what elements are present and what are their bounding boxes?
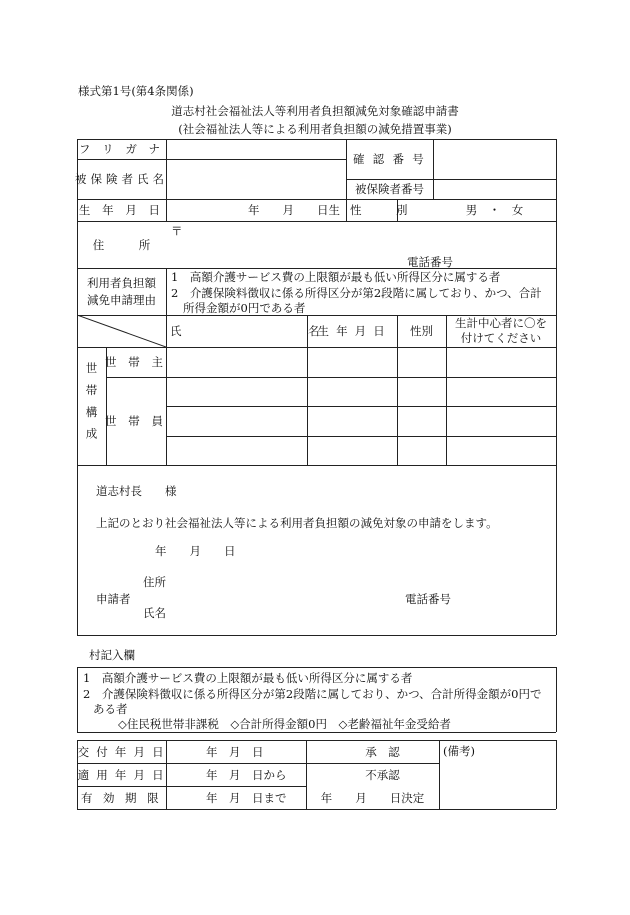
addressee: 道志村長 様	[96, 484, 177, 498]
householder-label: 世 帯 主	[105, 355, 167, 369]
reason-2-cont: 所得金額が0円である者	[183, 301, 306, 315]
village-item-2: 2 介護保険料徴収に係る所得区分が第2段階に属しており、かつ、合計所得金額が0円で	[83, 687, 542, 701]
application-date[interactable]: 年 月 日	[155, 544, 236, 558]
address-field[interactable]	[166, 221, 556, 268]
diagonal-line	[77, 315, 166, 347]
insured-name-field[interactable]	[166, 159, 346, 199]
disapprove-option[interactable]: 不承認	[365, 767, 400, 782]
reason-label	[77, 268, 166, 315]
sex-label: 性 別	[350, 203, 408, 217]
issue-date-label: 交 付 年 月 日	[77, 744, 166, 759]
village-checkboxes[interactable]: ◇住民税世帯非課税 ◇合計所得金額0円 ◇老齢福祉年金受給者	[118, 717, 451, 731]
birthdate-field[interactable]: 年 月 日生	[248, 203, 340, 217]
issue-date-field[interactable]: 年 月 日	[206, 744, 264, 759]
approve-option[interactable]: 承 認	[365, 744, 400, 759]
apply-date-field[interactable]: 年 月 日から	[206, 767, 287, 782]
sex-options[interactable]: 男 ・ 女	[465, 203, 524, 217]
reason-1[interactable]: 1 高額介護サービス費の上限額が最も低い所得区分に属する者	[171, 270, 501, 284]
valid-period-field[interactable]: 年 月 日まで	[206, 790, 287, 805]
address-phone-label: 電話番号	[407, 255, 453, 269]
form-subtitle: (社会福祉法人等による利用者負担額の減免措置事業)	[178, 122, 452, 136]
col-center-line2: 付けてください	[460, 331, 542, 345]
applicant-label: 申請者	[96, 592, 131, 606]
village-section-label: 村記入欄	[89, 648, 135, 662]
apply-date-label: 適 用 年 月 日	[77, 767, 166, 782]
furigana-label: フ リ ガ ナ	[78, 142, 165, 156]
postal-mark: 〒	[171, 224, 183, 238]
applicant-address-label: 住所	[143, 575, 166, 589]
remarks-label: (備考)	[443, 744, 475, 758]
col-sex-header: 性別	[410, 324, 433, 338]
applicant-name-label: 氏名	[143, 606, 166, 620]
village-item-1: 1 高額介護サービス費の上限額が最も低い所得区分に属する者	[83, 671, 413, 685]
form-title: 道志村社会福祉法人等利用者負担額減免対象確認申請書	[171, 104, 459, 118]
col-birth-header: 生 年 月 日	[317, 324, 387, 338]
col-name-header: 氏 名	[170, 324, 320, 338]
insured-number-field[interactable]	[433, 179, 556, 199]
insured-name-label: 被保険者氏名	[74, 172, 169, 186]
reason-label-line1: 利用者負担額	[87, 275, 156, 290]
reason-label-line2: 減免申請理由	[87, 292, 156, 307]
application-statement: 上記のとおり社会福祉法人等による利用者負担額の減免対象の申請をします。	[96, 516, 498, 530]
furigana-field[interactable]	[166, 139, 346, 159]
confirm-number-field[interactable]	[433, 139, 556, 179]
col-center-header	[446, 315, 556, 347]
members-label: 世 帯 員	[105, 414, 167, 428]
reason-2[interactable]: 2 介護保険料徴収に係る所得区分が第2段階に属しており、かつ、合計	[171, 286, 542, 300]
valid-period-label: 有 効 期 限	[80, 790, 163, 805]
address-label: 住 所	[92, 237, 151, 252]
confirm-number-label: 確 認 番 号	[352, 152, 427, 166]
birthdate-label: 生 年 月 日	[78, 203, 165, 217]
insured-number-label: 被保険者番号	[355, 182, 424, 196]
form-number: 様式第1号(第4条関係)	[78, 84, 194, 98]
village-item-2-cont: ある者	[93, 702, 128, 716]
applicant-phone-label: 電話番号	[405, 592, 451, 606]
decision-date[interactable]: 年 月 日決定	[320, 790, 425, 805]
household-label: 世帯構成	[84, 362, 99, 450]
col-center-line1: 生計中心者に〇を	[455, 316, 547, 331]
